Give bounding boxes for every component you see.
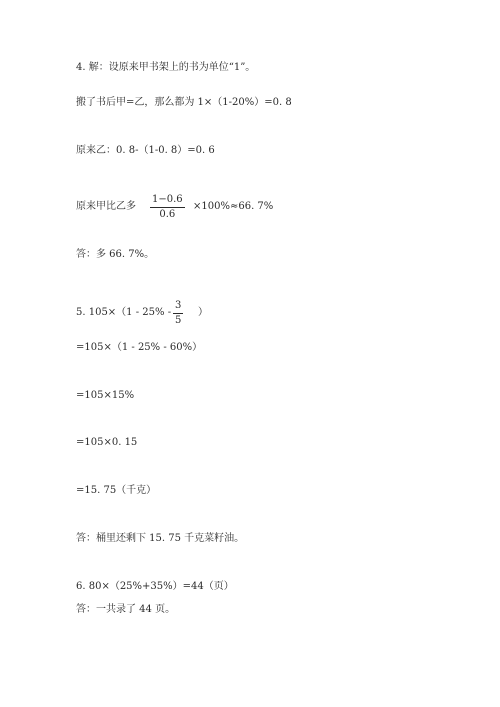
fraction-numerator: 1−0.6 [152, 194, 183, 205]
q5-line1-prefix: 5. 105×（1 - 25% - [76, 307, 172, 318]
fraction-bar [173, 313, 183, 314]
q4-step1: 搬了书后甲=乙，那么都为 1×（1-20%）=0. 8 [76, 97, 292, 108]
q5-line5: =15. 75（千克） [76, 485, 157, 496]
fraction-numerator: 3 [175, 300, 182, 311]
q4-step3-fraction [150, 194, 185, 221]
q4-step3-prefix: 原来甲比乙多 [76, 201, 136, 212]
q4-answer: 答：多 66. 7%。 [76, 249, 155, 260]
q5-answer: 答：桶里还剩下 15. 75 千克菜籽油。 [76, 533, 245, 544]
q5-line2: =105×（1 - 25% - 60%） [76, 342, 203, 353]
q4-step3-suffix: ×100%≈66. 7% [193, 201, 274, 212]
q5-line3: =105×15% [76, 390, 135, 401]
q6-answer: 答：一共录了 44 页。 [76, 604, 176, 615]
q4-step2: 原来乙：0. 8-（1-0. 8）=0. 6 [76, 145, 215, 156]
q6-line1: 6. 80×（25%+35%）=44（页） [76, 581, 234, 592]
fraction-bar [150, 207, 185, 208]
fraction-denominator: 5 [175, 315, 182, 326]
q4-header: 4. 解：设原来甲书架上的书为单位“1”。 [76, 62, 256, 73]
q5-line1-fraction [173, 300, 183, 327]
fraction-denominator: 0.6 [159, 209, 176, 220]
q5-line1-suffix: ） [198, 307, 208, 318]
q5-line4: =105×0. 15 [76, 437, 138, 448]
